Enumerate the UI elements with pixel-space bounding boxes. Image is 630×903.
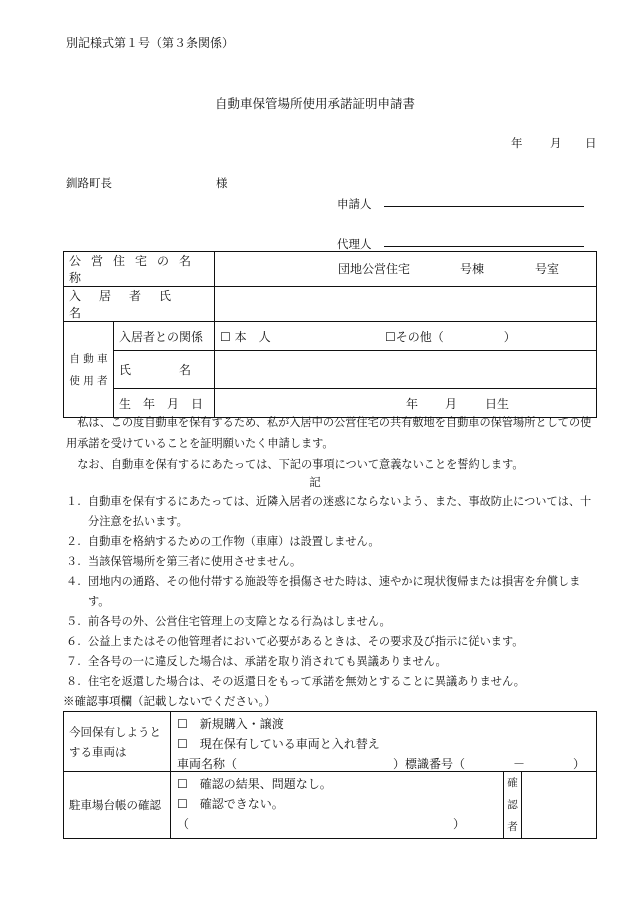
housing-name-label: 公営住宅の名称 bbox=[64, 252, 215, 287]
agent-field[interactable] bbox=[384, 246, 584, 247]
vehicle-label: 今回保有しようとする車両は bbox=[64, 712, 171, 772]
form-number: 別記様式第１号（第３条関係） bbox=[66, 36, 235, 50]
resident-name-label: 入居者氏名 bbox=[64, 287, 215, 322]
confirmation-table bbox=[63, 711, 597, 839]
confirm-heading: ※確認事項欄（記載しないでください。） bbox=[63, 694, 276, 708]
confirmer-char-2: 認 bbox=[507, 799, 518, 811]
check-note-field[interactable]: （ ） bbox=[177, 817, 466, 831]
list-item: ３. 当該保管場所を第三者に使用させません。 bbox=[66, 555, 302, 568]
application-paragraph: 私は、この度自動車を保有するため、私が入居中の公営住宅の共有敷地を自動車の保管場所としての使用承諾を受けていることを証明願いたく申請します。 bbox=[66, 416, 592, 450]
housing-room: 号室 bbox=[535, 262, 560, 276]
housing-complex: 団地公営住宅 bbox=[338, 262, 411, 276]
vehicle-user-label-line2: 使 用 者 bbox=[69, 374, 108, 387]
agent-label: 代理人 bbox=[337, 237, 372, 251]
addressee-name: 釧路町長 bbox=[66, 176, 112, 190]
relation-label: 入居者との関係 bbox=[114, 322, 215, 351]
list-item: ５. 前各号の外、公営住宅管理上の支障となる行為はしません。 bbox=[66, 615, 391, 628]
housing-name-cell[interactable] bbox=[215, 252, 597, 287]
vehicle-user-label-line1: 自 動 車 bbox=[69, 352, 108, 365]
date-year: 年 bbox=[511, 136, 523, 150]
applicant-label: 申請人 bbox=[337, 197, 372, 211]
relation-self-checkbox[interactable]: ☐ 本 人 bbox=[220, 330, 271, 344]
user-name-label: 氏 名 bbox=[114, 351, 215, 389]
vehicle-user-label bbox=[64, 322, 114, 418]
resident-name-cell[interactable] bbox=[215, 287, 597, 322]
new-purchase-checkbox[interactable]: ☐ 新規購入・譲渡 bbox=[177, 717, 284, 731]
relation-cell bbox=[215, 322, 597, 351]
check-ng-checkbox[interactable]: ☐ 確認できない。 bbox=[177, 797, 284, 811]
housing-building: 号棟 bbox=[460, 262, 485, 276]
resident-info-table bbox=[63, 251, 597, 418]
user-name-cell[interactable] bbox=[215, 351, 597, 389]
confirmer-label bbox=[504, 772, 522, 839]
relation-other-checkbox[interactable]: ☐その他（ ） bbox=[385, 330, 516, 344]
addressee-honorific: 様 bbox=[216, 176, 228, 190]
birth-year: 年 bbox=[406, 397, 419, 411]
check-ok-checkbox[interactable]: ☐ 確認の結果、問題なし。 bbox=[177, 777, 332, 791]
date-month: 月 bbox=[550, 136, 562, 150]
parking-check-cell bbox=[171, 772, 504, 839]
list-item: ２. 自動車を格納するための工作物（車庫）は設置しません。 bbox=[66, 535, 380, 548]
car-name-plate-field[interactable]: 車両名称（ ）標識番号（ － ） bbox=[177, 757, 586, 771]
parking-ledger-label: 駐車場台帳の確認 bbox=[64, 772, 171, 839]
birth-month: 月 bbox=[445, 397, 458, 411]
list-item: ７. 全各号の一に違反した場合は、承諾を取り消されても異議ありません。 bbox=[66, 655, 447, 668]
ki-heading: 記 bbox=[309, 475, 321, 489]
list-item: １. 自動車を保有するにあたっては、近隣入居者の迷惑にならないよう、また、事故防止については、十分注意を払います。 bbox=[66, 495, 592, 528]
birth-day: 日生 bbox=[485, 397, 510, 411]
date-day: 日 bbox=[585, 136, 597, 150]
confirmer-stamp-cell[interactable] bbox=[522, 772, 597, 839]
confirmer-char-1: 確 bbox=[507, 777, 518, 789]
list-item: ８. 住宅を返還した場合は、その返還日をもって承諾を無効とすることに異議ありません。 bbox=[66, 675, 525, 688]
list-item: ６. 公益上またはその他管理者において必要があるときは、その要求及び指示に従います。 bbox=[66, 635, 524, 648]
birth-label: 生 年 月 日 bbox=[114, 389, 215, 418]
vehicle-options-cell bbox=[171, 712, 597, 772]
applicant-field[interactable] bbox=[384, 206, 584, 207]
confirmer-char-3: 者 bbox=[507, 821, 518, 833]
list-item: ４. 団地内の通路、その他付帯する施設等を損傷させた時は、速やかに現状復帰または損害を弁償します。 bbox=[66, 575, 581, 608]
page-title: 自動車保管場所使用承諾証明申請書 bbox=[214, 96, 415, 111]
replace-vehicle-checkbox[interactable]: ☐ 現在保有している車両と入れ替え bbox=[177, 737, 380, 751]
pledge-paragraph: なお、自動車を保有するにあたっては、下記の事項について意義ないことを誓約します。 bbox=[66, 458, 524, 471]
